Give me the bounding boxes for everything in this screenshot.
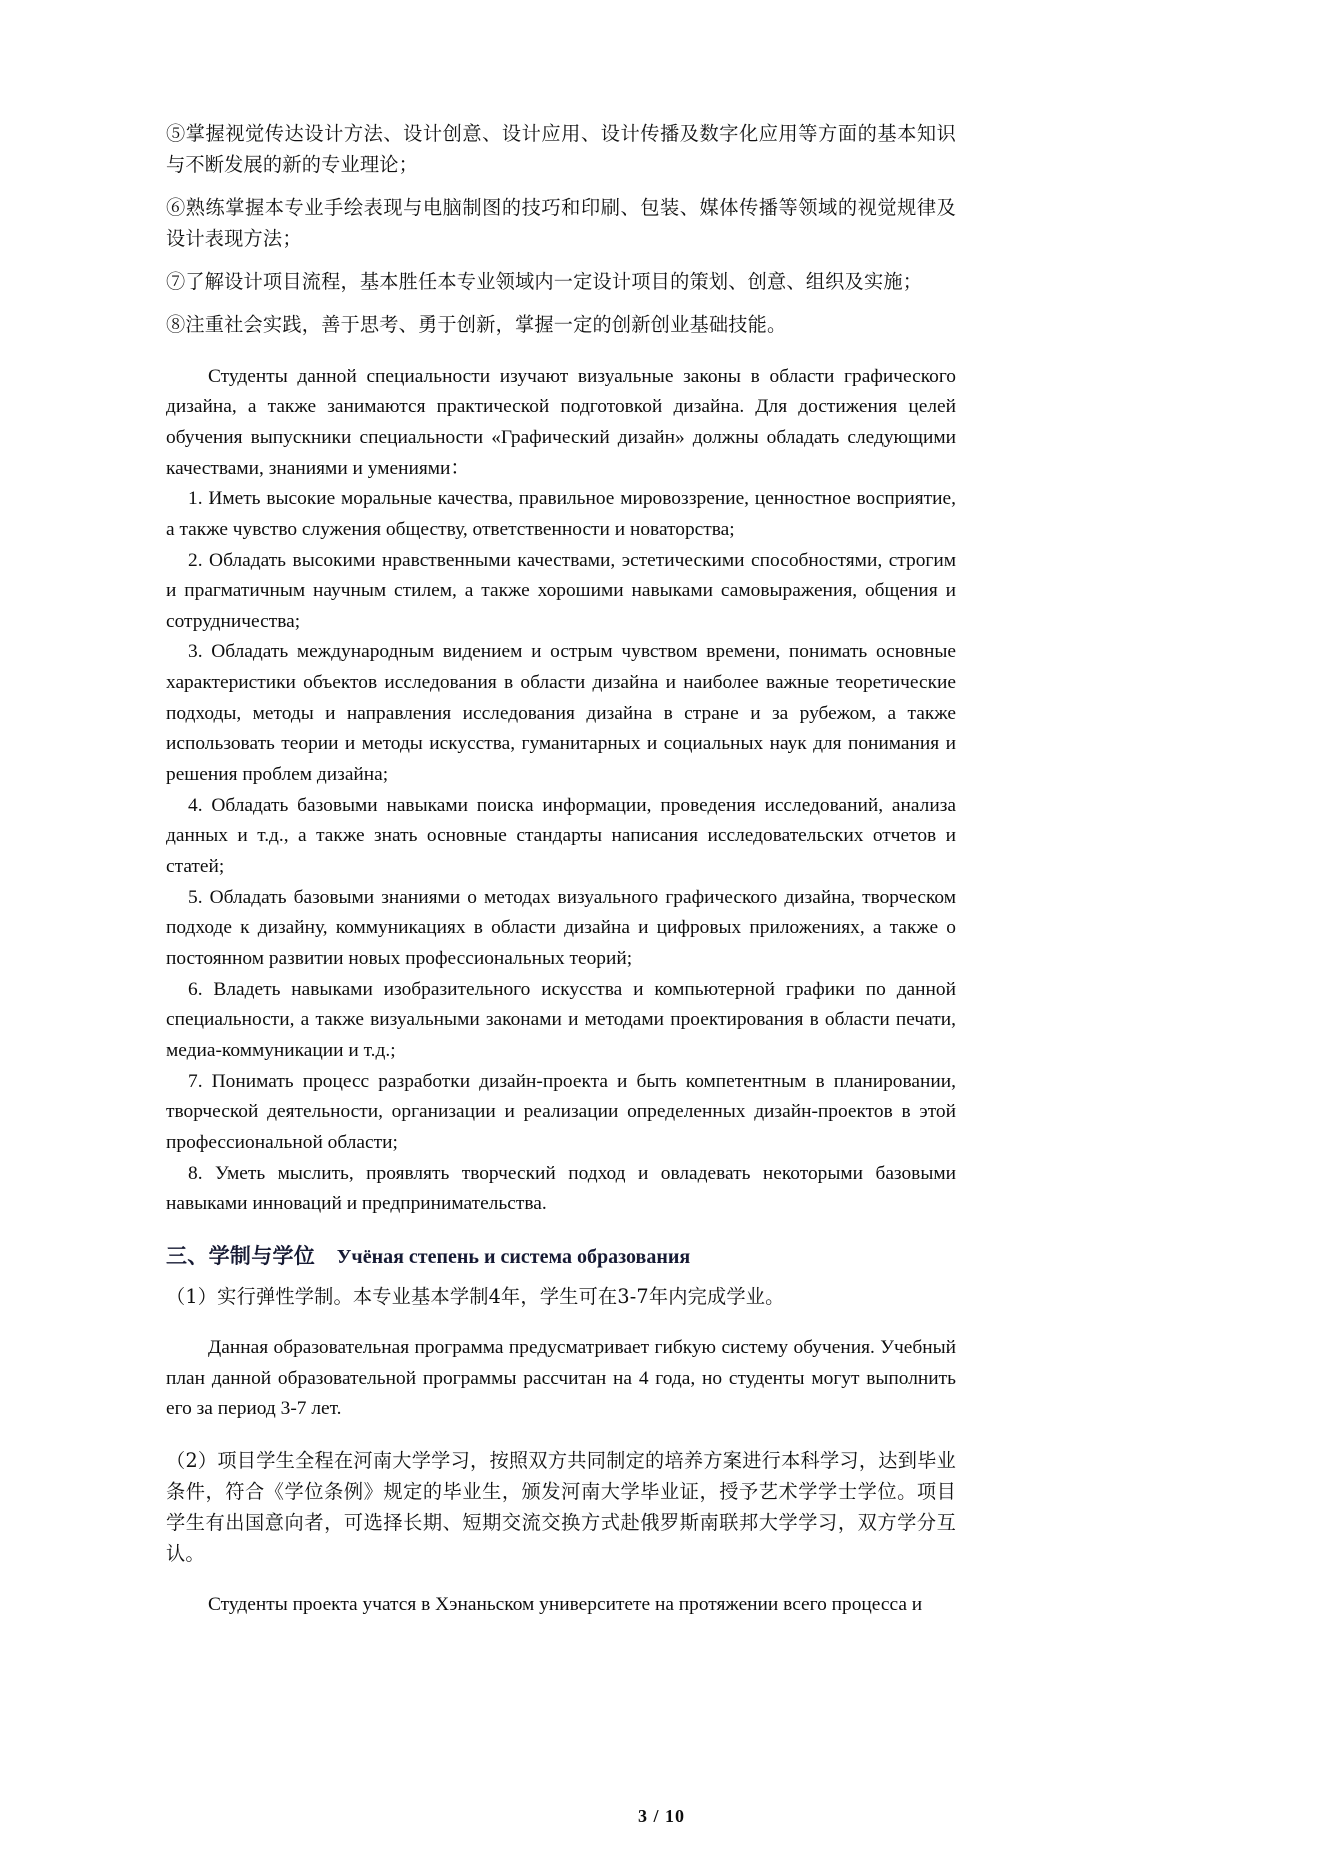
- spacer: [166, 1220, 956, 1240]
- clause-1-ru: Данная образовательная программа предусматривает гибкую систему обучения. Учебный план данной образовательной программы рассчитан на 4 года, но студенты могут выполнить его за период 3-7 лет.: [166, 1337, 956, 1420]
- spacer: [166, 1272, 956, 1281]
- quality-item-8: 8. Уметь мыслить, проявлять творческий подход и овладевать некоторыми базовыми навыками инноваций и предпринимательства.: [166, 1162, 956, 1215]
- quality-item-5: 5. Обладать базовыми знаниями о методах визуального графического дизайна, творческом подходе к дизайну, коммуникациях в области дизайна и цифровых приложениях, а также о постоянном развитии новых профессиональных теорий;: [166, 886, 956, 970]
- spacer: [166, 353, 956, 362]
- objective-item-5: ⑤掌握视觉传达设计方法、设计创意、设计应用、设计传播及数字化应用等方面的基本知识与不断发展的新的专业理论；: [166, 122, 956, 177]
- section-heading-three: [166, 1240, 956, 1272]
- clause-1-cn: （1）实行弹性学制。本专业基本学制4年，学生可在3-7年内完成学业。: [166, 1284, 785, 1308]
- objective-item-6: ⑥熟练掌握本专业手绘表现与电脑制图的技巧和印刷、包装、媒体传播等领域的视觉规律及设计表现方法；: [166, 196, 956, 251]
- section-heading-cn: 三、学制与学位: [166, 1242, 316, 1268]
- clause-2-cn: （2）项目学生全程在河南大学学习，按照双方共同制定的培养方案进行本科学习，达到毕业条件，符合《学位条例》规定的毕业生，颁发河南大学毕业证，授予艺术学学士学位。项目学生有出国意向者，可选择长期、短期交流交换方式赴俄罗斯南联邦大学学习，双方学分互认。: [166, 1449, 956, 1566]
- page-number: 3 / 10: [637, 1806, 685, 1826]
- quality-item-1: 1. Иметь высокие моральные качества, правильное мировоззрение, ценностное восприятие, а также чувство служения обществу, ответственности и новаторства;: [166, 488, 956, 540]
- spacer: [166, 1425, 956, 1445]
- quality-item-6: 6. Владеть навыками изобразительного искусства и компьютерной графики по данной специальности, а также визуальными законами и методами проектирования в области печати, медиа-коммуникации и т.д.;: [166, 978, 956, 1061]
- objective-item-7: ⑦了解设计项目流程，基本胜任本专业领域内一定设计项目的策划、创意、组织及实施；: [166, 270, 923, 294]
- quality-item-3: 3. Обладать международным видением и острым чувством времени, понимать основные характеристики объектов исследования в области дизайна и наиболее важные теоретические подходы, методы и направления исследования дизайна в стране и за рубежом, а также использовать теории и методы искусства, гуманитарных и социальных наук для понимания и решения проблем дизайна;: [166, 641, 956, 786]
- quality-item-7: 7. Понимать процесс разработки дизайн-проекта и быть компетентным в планировании, творческой деятельности, организации и реализации определенных дизайн-проектов в этой профессиональной области;: [166, 1070, 956, 1153]
- clause-2-ru: Студенты проекта учатся в Хэнаньском университете на протяжении всего процесса и: [208, 1594, 923, 1616]
- quality-item-2: 2. Обладать высокими нравственными качествами, эстетическими способностями, строгим и прагматичным научным стилем, а также хорошими навыками самовыражения, общения и сотрудничества;: [166, 549, 956, 632]
- spacer: [166, 1581, 956, 1590]
- objective-item-8: ⑧注重社会实践，善于思考、勇于创新，掌握一定的创新创业基础技能。: [166, 313, 787, 337]
- intro-paragraph-ru: Студенты данной специальности изучают визуальные законы в области графического дизайна, а также занимаются практической подготовкой дизайна. Для достижения целей обучения выпускники специальности «Графический дизайн» должны обладать следующими качествами, знаниями и умениями：: [166, 365, 956, 479]
- spacer: [166, 1324, 956, 1333]
- page-content: [166, 118, 956, 1621]
- section-heading-ru: Учёная степень и система образования: [336, 1245, 691, 1268]
- quality-item-4: 4. Обладать базовыми навыками поиска информации, проведения исследований, анализа данных и т.д., а также знать основные стандарты написания исследовательских отчетов и статей;: [166, 794, 956, 878]
